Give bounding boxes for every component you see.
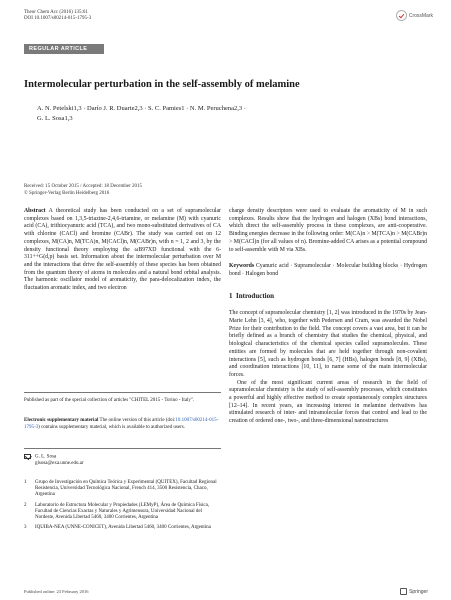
affiliation-text: Grupo de Investigación en Química Teórica y Experimental (QUITEX), Facultad Regional Resistencia, Universidad Tecnológica Nacional, French 414, 3500 Resistencia, Chaco, Argentina [35,480,217,498]
copyright: © Springer-Verlag Berlin Heidelberg 2016 [24,190,110,196]
abstract-label: Abstract [24,208,46,214]
intro-paragraph-2: One of the most significant current areas of research in the field of supramolecular chemistry is the study of self-assembly processes, which constitutes a powerful and highly effective method to create spontaneously complex structures [12–14]. In recent years, an increasing interest in melamine derivatives has stimulated research of inter- and intramolecular forces that control and lead to the creation of ordered one-, two-, and three-dimensional nanostructures [229,379,427,425]
esm-note [24,418,221,431]
crossmark-icon [396,10,407,21]
intro-paragraph-1: The concept of supramolecular chemistry [1, 2] was introduced in the 1970s by Jean-Marie Lehn [3, 4], who, together with Pedersen and Cram, was awarded the Nobel Prize for their contribution to the field. The concept covers a vast area, but it can be briefly defined as a branch of chemistry that studies the chemical, physical, and biological characteristics of the chemical species called supramolecules. These entities are formed by molecules that are held together through non-covalent interactions [5], such as hydrogen bonds [6, 7] (HBs), halogen bonds [8, 9] (XBs), and coordination interactions [10, 11], to name some of the main intermolecular forces. [229,310,427,378]
esm-doi-link[interactable]: 10.1007/s00214-015-1795-3 [24,418,219,430]
affiliation-item [24,503,221,522]
envelope-icon [24,454,31,459]
section-number: 1 [229,291,233,300]
received-dates [24,184,324,197]
crossmark-badge[interactable] [396,10,433,21]
esm-text: The online version of this article (doi: [99,418,176,423]
keywords-text: Cyanuric acid · Supramolecular · Molecular building blocks · Hydrogen bond · Halogen bond [229,263,428,277]
abstract [24,208,221,293]
author-line[interactable]: G. L. Sosa1,3 [37,115,73,122]
contact-email[interactable]: glsosa@exa.unne.edu.ar [35,461,84,467]
abstract-text: A theoretical study has been conducted on a set of supramolecular complexes based on 1,3,5-triazine-2,4,6-triamine, or melamine (M) with cyanuric acid (CA), trithiocyanuric acid (TCA), and two mono-substituted derivatives of CA with chlorine (CACl) and bromine (CABr). The study was carried out on 12 complexes, M(CA)n, M(TCA)n, M(CACl)n, M(CABr)n, with n = 1, 2 and 3, by the density functional theory employing the ωB97XD functional with the 6-311++G(d,p) basis set. Information about the intermolecular perturbation over M and the interactions that drive the self-assembly of these species has been obtained from the quantum theory of atoms in molecules and a natural bond orbital analysis. The harmonic oscillator model of aromaticity, the para-delocalization index, the fluctuation aromatic index, and two electron [24,208,221,292]
esm-label: Electronic supplementary material [24,418,99,423]
affiliation-number: 1 [24,480,27,485]
affiliations [24,480,221,535]
journal-citation: Theor Chem Acc (2016) 135:61 [24,10,88,15]
affiliation-item [24,480,221,499]
section-heading [229,293,427,301]
affiliation-text: Laboratorio de Estructura Molecular y Propiedades (LEMyP), Área de Química Física, Facultad de Ciencias Exactas y Naturales y Agrimensura, Universidad Nacional del Nordeste, Avenida Libertad 5460, 3400 Corrientes, Argentina [35,502,210,521]
published-online: Published online: 23 February 2016 [24,589,89,594]
author-list [37,104,437,124]
divider [24,448,221,449]
abstract-continuation: charge density descriptors were used to evaluate the aromaticity of M in such complexes. Results show that the hydrogen and halogen (XBs) bond interactions, which direct the self-assembly process in these complexes, are anti-cooperative. Binding energies decrease in the following order: M(CA)n > M(TCA)n > M(CABr)n > M(CACl)n (for all values of n). Bromine-added CA arises as a potential compound to self-assemble with M via XBs. [229,208,427,253]
springer-label: Springer [409,588,428,595]
affiliation-text: IQUIBA-NEA (UNNE-CONICET), Avenida Libertad 5460, 3400 Corrientes, Argentina [35,525,211,531]
received-accepted: Received: 15 October 2015 / Accepted: 18 December 2015 [24,184,143,189]
contact-block [24,454,221,468]
contact-name: G. L. Sosa [35,454,57,460]
left-column [24,208,221,293]
published-note: Published as part of the special collection of articles "CHITEL 2015 - Torino - Italy". [24,398,195,403]
esm-tail: ) contains supplementary material, which is available to authorized users. [38,424,185,430]
keywords-label: Keywords [229,263,255,270]
affiliation-number: 3 [24,525,27,531]
springer-horse-icon [400,588,407,595]
doi-line[interactable]: DOI 10.1007/s00214-015-1795-3 [24,16,92,21]
page-footer [24,588,428,595]
springer-logo [400,588,428,595]
divider [24,392,221,393]
crossmark-label: CrossMark [408,12,433,19]
article-title: Intermolecular perturbation in the self-assembly of melamine [24,79,300,90]
journal-info [24,10,224,22]
author-line[interactable]: A. N. Petelski1,3 · Darío J. R. Duarte2,3 · S. C. Pamies1 · N. M. Peruchena2,3 · [37,105,246,112]
affiliation-item [24,525,221,531]
right-column [229,208,427,426]
affiliation-number: 2 [24,502,27,508]
section-title: Introduction [236,291,274,300]
article-type-banner: REGULAR ARTICLE [24,44,104,54]
keywords [229,263,427,278]
